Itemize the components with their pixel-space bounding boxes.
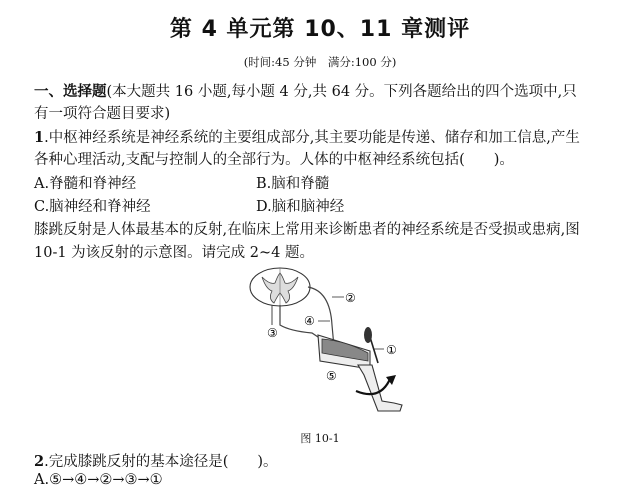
figure-label-1: ① bbox=[386, 343, 397, 357]
passage-line-2: 10-1 为该反射的示意图。请完成 2~4 题。 bbox=[34, 245, 315, 261]
doc-subtitle: (时间:45 分钟 满分:100 分) bbox=[243, 55, 397, 69]
q1-option-b: B.脑和脊髓 bbox=[256, 176, 330, 192]
q2-text: .完成膝跳反射的基本途径是( )。 bbox=[44, 454, 278, 470]
q2-option-a: A.⑤→④→②→③→① bbox=[34, 472, 163, 488]
q1-text-1: .中枢神经系统是神经系统的主要组成部分,其主要功能是传递、储存和加工信息,产生 bbox=[44, 130, 580, 146]
section-line-1 bbox=[34, 80, 577, 101]
section-heading: 一、选择题 bbox=[34, 83, 107, 100]
reflex-hammer-handle bbox=[370, 337, 378, 363]
section-desc-1: (本大题共 16 小题,每小题 4 分,共 64 分。下列各题给出的四个选项中,只 bbox=[106, 84, 577, 100]
leg-lower bbox=[358, 365, 402, 411]
passage-line-1: 膝跳反射是人体最基本的反射,在临床上常用来诊断患者的神经系统是否受损或患病,图 bbox=[34, 222, 580, 238]
q1-option-a: A.脊髓和脊神经 bbox=[34, 176, 137, 192]
q1-number: 1 bbox=[34, 129, 45, 146]
figure-label-4: ④ bbox=[304, 314, 315, 328]
doc-title: 第 4 单元第 10、11 章测评 bbox=[169, 17, 471, 42]
figure-label-3: ③ bbox=[267, 326, 278, 340]
figure-label-5: ⑤ bbox=[326, 369, 337, 383]
q2-line bbox=[34, 450, 278, 471]
figure-label-2: ② bbox=[345, 291, 356, 305]
knee-jerk-reflex-figure bbox=[220, 265, 420, 425]
reflex-hammer-head bbox=[364, 327, 372, 343]
q2-number: 2 bbox=[34, 453, 45, 470]
section-desc-2: 有一项符合题目要求) bbox=[34, 106, 171, 122]
q1-option-c: C.脑神经和脊神经 bbox=[34, 199, 151, 215]
figure-caption: 图 10-1 bbox=[300, 432, 340, 445]
q1-text-2: 各种心理活动,支配与控制人的全部行为。人体的中枢神经系统包括( )。 bbox=[34, 152, 514, 168]
q1-option-d: D.脑和脑神经 bbox=[256, 199, 345, 215]
q1-line-1 bbox=[34, 126, 580, 147]
